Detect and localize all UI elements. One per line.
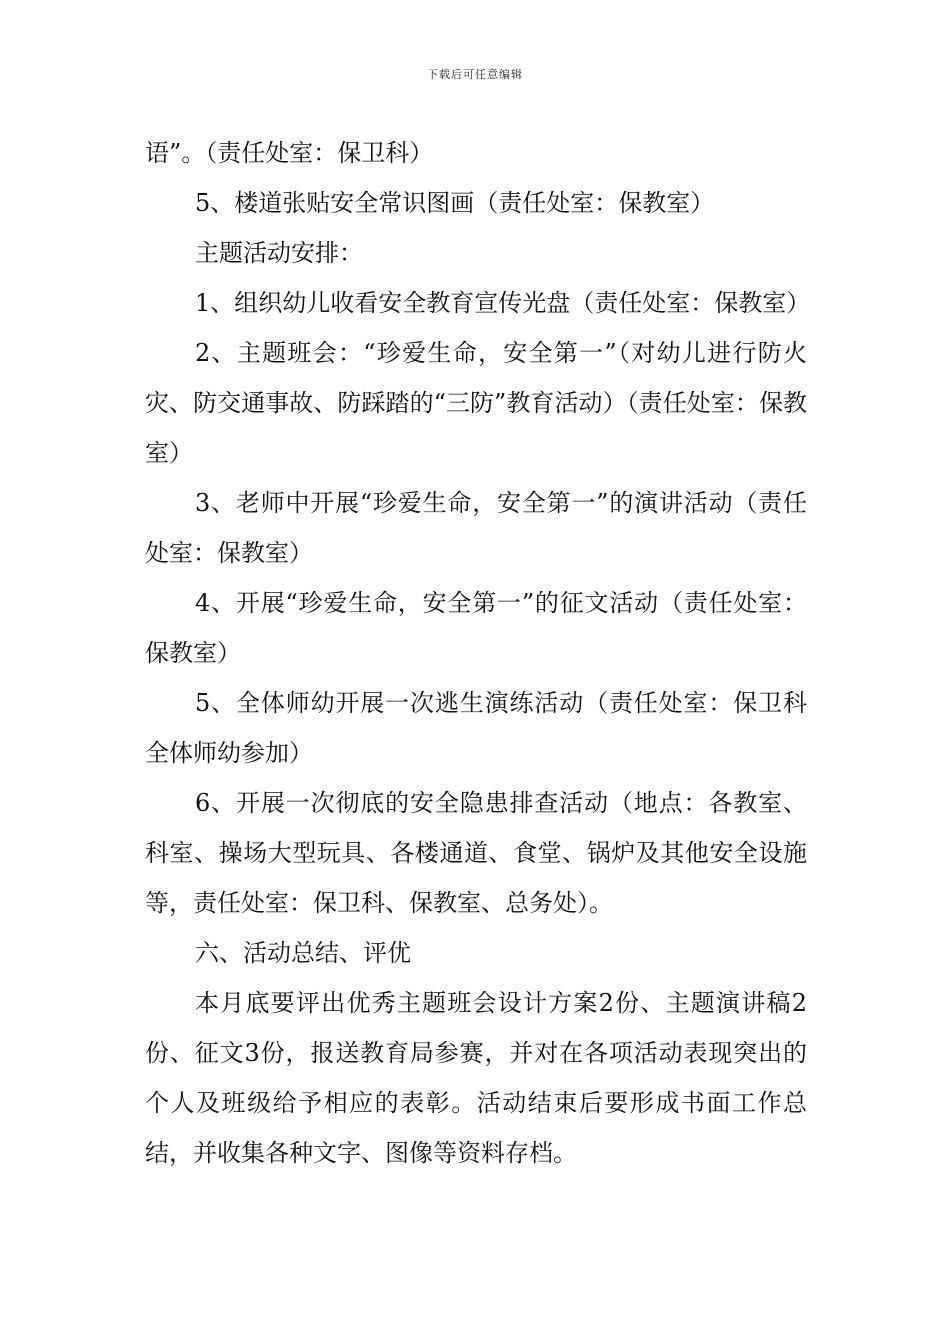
section-heading-activities: 主题活动安排： — [195, 239, 363, 267]
paragraph-8: 5、全体师幼开展一次逃生演练活动（责任处室：保卫科全体师幼参加） — [145, 689, 807, 767]
page-header: 下载后可任意编辑 — [427, 68, 523, 81]
section-heading-summary: 六、活动总结、评优 — [195, 939, 411, 967]
paragraph-5: 2、主题班会：“珍爱生命，安全第一”（对幼儿进行防火灾、防交通事故、防踩踏的“三防”教育活动）（责任处室：保教室） — [145, 339, 807, 467]
paragraph-7: 4、开展“珍爱生命，安全第一”的征文活动（责任处室：保教室） — [145, 589, 807, 667]
paragraph-2: 5、楼道张贴安全常识图画（责任处室：保教室） — [195, 189, 715, 217]
document-body — [145, 128, 811, 1178]
paragraph-4: 1、组织幼儿收看安全教育宣传光盘（责任处室：保教室） — [195, 289, 811, 317]
paragraph-9: 6、开展一次彻底的安全隐患排查活动（地点：各教室、科室、操场大型玩具、各楼通道、食堂、锅炉及其他安全设施等，责任处室：保卫科、保教室、总务处）。 — [145, 789, 807, 917]
paragraph-6: 3、老师中开展“珍爱生命，安全第一”的演讲活动（责任处室：保教室） — [145, 489, 807, 567]
paragraph-1: 语”。（责任处室：保卫科） — [145, 139, 434, 167]
paragraph-11: 本月底要评出优秀主题班会设计方案2份、主题演讲稿2份、征文3份，报送教育局参赛，并对在各项活动表现突出的个人及班级给予相应的表彰。活动结束后要形成书面工作总结，并收集各种文字、图像等资料存档。 — [145, 989, 807, 1167]
